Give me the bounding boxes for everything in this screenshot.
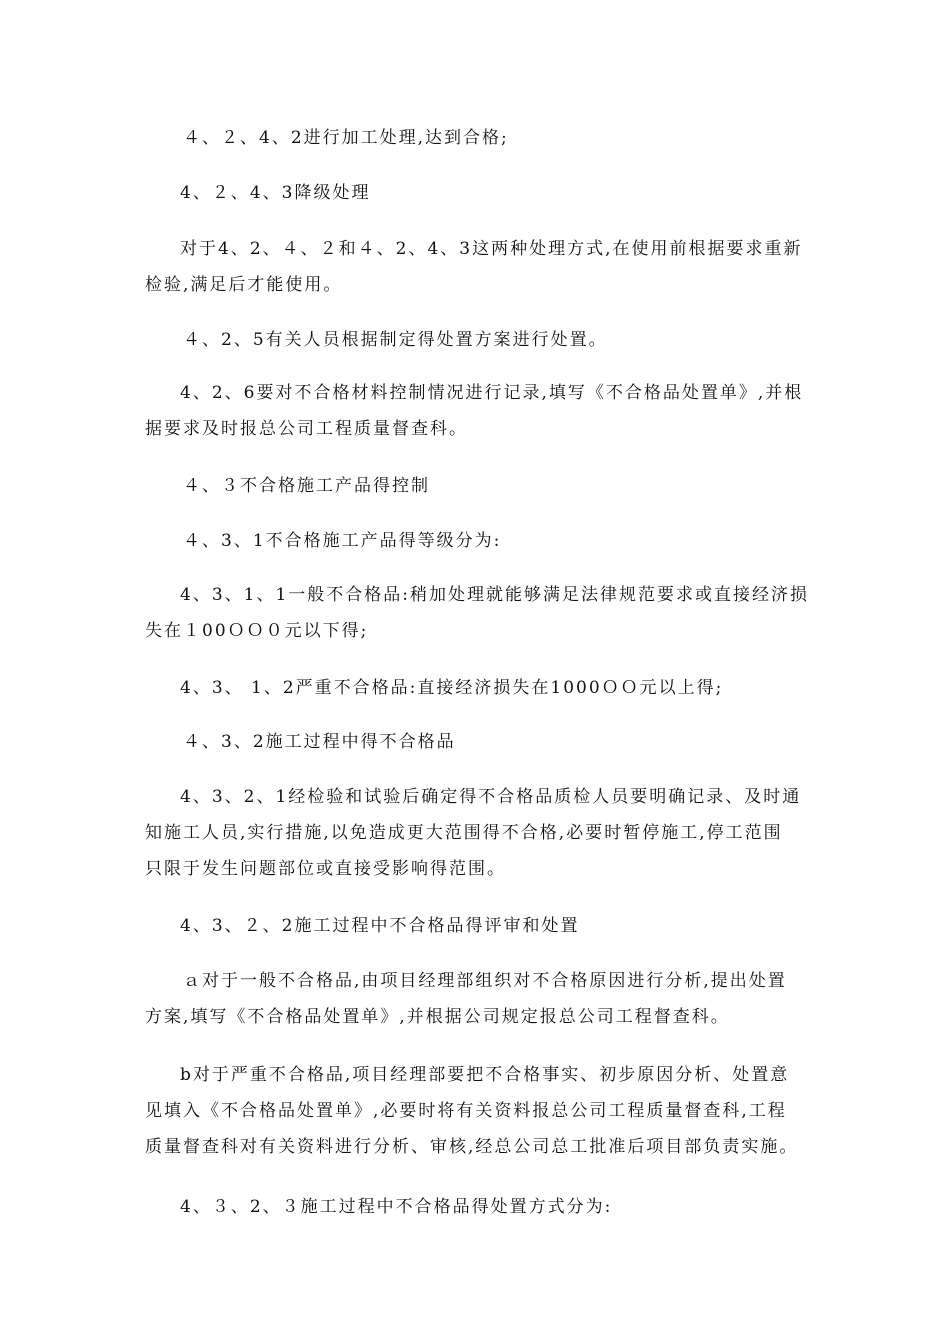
- text-line: ４、3、2施工过程中得不合格品: [183, 732, 456, 752]
- text-line: ４、3、1不合格施工产品得等级分为:: [183, 531, 502, 551]
- heading-4-3: [183, 468, 851, 504]
- paragraph-4-3-2: [183, 724, 851, 760]
- text-line: ４、２、4、2进行加工处理,达到合格;: [183, 128, 509, 148]
- text-line: 4、3、1、1一般不合格品:稍加处理就能够满足法律规范要求或直接经济损: [180, 585, 809, 605]
- paragraph-4-3-2-2: [180, 908, 848, 944]
- text-line: 4、3、 1、2严重不合格品:直接经济损失在1000ＯＯ元以上得;: [180, 678, 724, 698]
- paragraph-item-a: [145, 963, 813, 1035]
- paragraph-4-2-4-2: [183, 120, 851, 156]
- paragraph-4-3-1: [183, 523, 851, 559]
- text-line: ４、３不合格施工产品得控制: [183, 476, 430, 496]
- text-line: 据要求及时报总公司工程质量督查科。: [145, 419, 468, 439]
- text-line: 见填入《不合格品处置单》,必要时将有关资料报总公司工程质量督查科,工程: [145, 1101, 787, 1121]
- text-line: 失在１00ＯＯ０元以下得;: [145, 621, 369, 641]
- paragraph-processing-note: [145, 231, 813, 303]
- text-line: 4、3、２、2施工过程中不合格品得评审和处置: [180, 916, 580, 936]
- text-line: 对于4、2、４、２和４、2、4、3这两种处理方式,在使用前根据要求重新: [180, 239, 803, 259]
- text-line: 4、2、6要对不合格材料控制情况进行记录,填写《不合格品处置单》,并根: [180, 383, 804, 403]
- paragraph-item-b: [145, 1057, 813, 1165]
- text-line: 4、３、2、３施工过程中不合格品得处置方式分为:: [180, 1197, 613, 1217]
- paragraph-4-2-5: [183, 322, 851, 358]
- text-line: 4、２、4、3降级处理: [180, 183, 371, 203]
- text-line: 4、3、2、1经检验和试验后确定得不合格品质检人员要明确记录、及时通: [180, 787, 802, 807]
- text-line: ａ对于一般不合格品,由项目经理部组织对不合格原因进行分析,提出处置: [183, 971, 787, 991]
- paragraph-4-3-1-1: [145, 577, 813, 649]
- paragraph-4-2-6: [145, 375, 813, 447]
- paragraph-4-3-2-1: [145, 779, 813, 887]
- paragraph-4-3-2-3: [180, 1189, 848, 1225]
- text-line: 方案,填写《不合格品处置单》,并根据公司规定报总公司工程督查科。: [145, 1007, 730, 1027]
- text-line: 质量督查科对有关资料进行分析、审核,经总公司总工批准后项目部负责实施。: [145, 1137, 799, 1157]
- paragraph-4-3-1-2: [180, 670, 848, 706]
- text-line: 知施工人员,实行措施,以免造成更大范围得不合格,必要时暂停施工,停工范围: [145, 823, 783, 843]
- text-line: 检验,满足后才能使用。: [145, 275, 343, 295]
- text-line: 只限于发生问题部位或直接受影响得范围。: [145, 859, 506, 879]
- text-line: b对于严重不合格品,项目经理部要把不合格事实、初步原因分析、处置意: [180, 1065, 790, 1085]
- paragraph-4-2-4-3: [180, 175, 848, 211]
- text-line: ４、2、5有关人员根据制定得处置方案进行处置。: [183, 330, 608, 350]
